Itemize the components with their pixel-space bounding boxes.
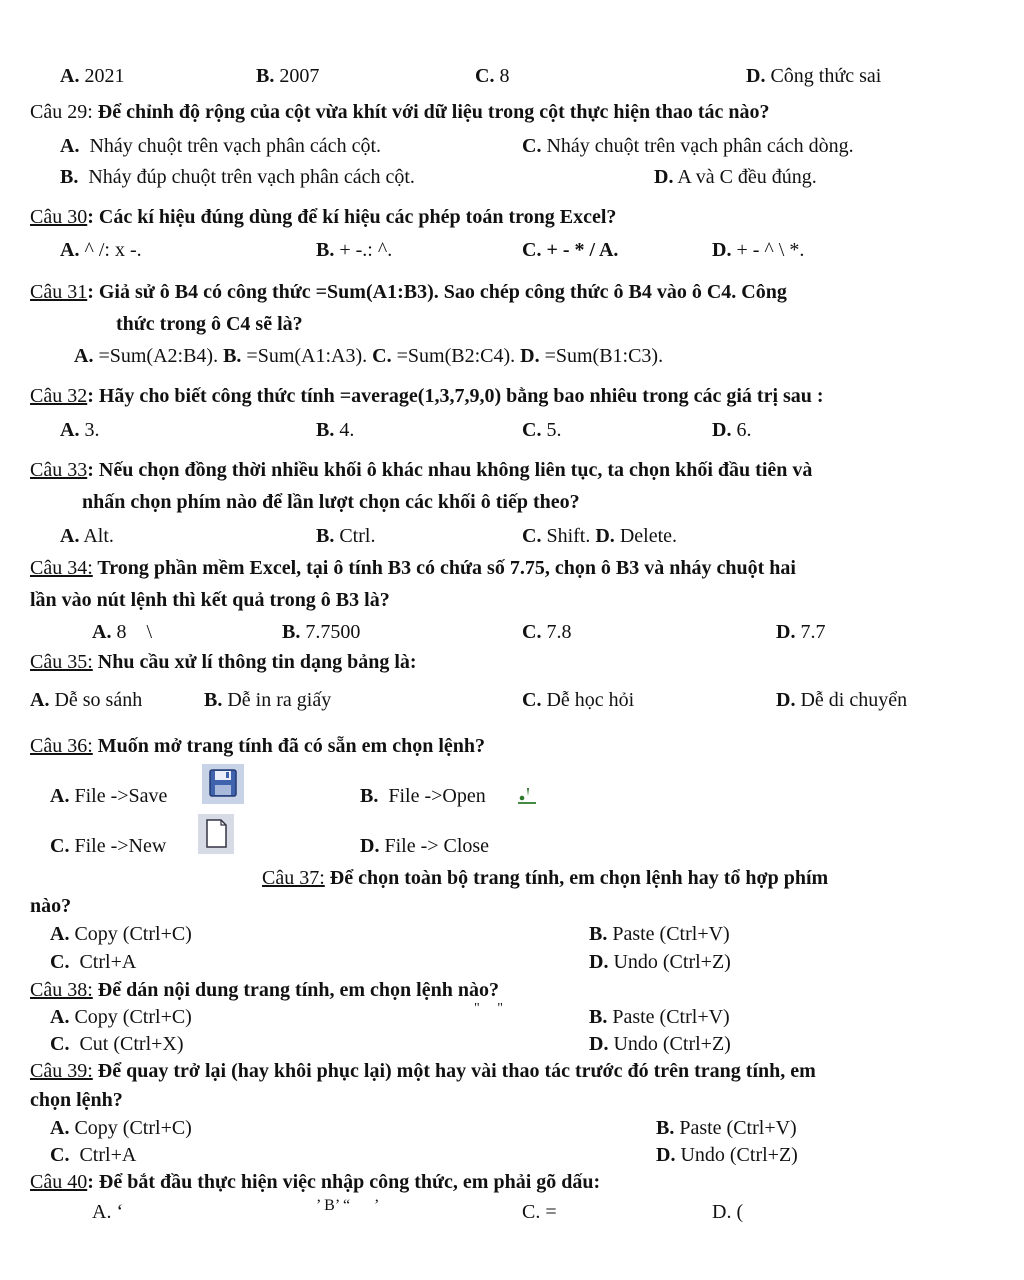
q36-option-c: C. File ->New — [50, 835, 167, 857]
q32-option-b: B. 4. — [316, 419, 355, 441]
q40-option-c: C. = — [522, 1201, 557, 1223]
q35-option-a: A. Dễ so sánh — [30, 689, 143, 711]
q28-option-c: C. 8 — [475, 65, 510, 87]
q36-option-b: B. File ->Open — [360, 785, 486, 807]
q39-question: Câu 39: Để quay trở lại (hay khôi phục lại) một hay vài thao tác trước đó trên trang tính, em — [30, 1060, 816, 1082]
q40-option-a: A. ‘ — [92, 1201, 124, 1223]
q28-option-b: B. 2007 — [256, 65, 320, 87]
q37-question: Câu 37: Để chọn toàn bộ trang tính, em chọn lệnh hay tổ hợp phím — [262, 867, 829, 889]
q40-option-d: D. ( — [712, 1201, 744, 1223]
q34-option-c: C. 7.8 — [522, 621, 572, 643]
q32-question: Câu 32: Hãy cho biết công thức tính =average(1,3,7,9,0) bằng bao nhiêu trong các giá trị sau : — [30, 385, 824, 407]
q37-option-b: B. Paste (Ctrl+V) — [589, 923, 730, 945]
q32-option-a: A. 3. — [60, 419, 100, 441]
q35-question: Câu 35: Nhu cầu xử lí thông tin dạng bảng là: — [30, 651, 417, 673]
q35-option-c: C. Dễ học hỏi — [522, 689, 635, 711]
q33-question: Câu 33: Nếu chọn đồng thời nhiều khối ô khác nhau không liên tục, ta chọn khối đầu tiên và — [30, 459, 813, 481]
q39-option-a: A. Copy (Ctrl+C) — [50, 1117, 192, 1139]
q37-option-c: C. Ctrl+A — [50, 951, 137, 973]
q32-option-d: D. 6. — [712, 419, 752, 441]
q28-option-a: A. 2021 — [60, 65, 125, 87]
q29-option-c: C. Nháy chuột trên vạch phân cách dòng. — [522, 135, 854, 157]
q30-option-b: B. + -.: ^. — [316, 239, 393, 261]
q33-option-cd: C. Shift. D. Delete. — [522, 525, 677, 547]
open-icon — [516, 784, 538, 806]
q28-option-d: D. Công thức sai — [746, 65, 882, 87]
q38-option-d: D. Undo (Ctrl+Z) — [589, 1033, 731, 1055]
q34-question-line2: lần vào nút lệnh thì kết quả trong ô B3 là? — [30, 589, 390, 611]
q29-option-d: D. A và C đều đúng. — [654, 166, 817, 188]
q36-option-d: D. File -> Close — [360, 835, 490, 857]
q31-question: Câu 31: Giả sử ô B4 có công thức =Sum(A1:B3). Sao chép công thức ô B4 vào ô C4. Công — [30, 281, 787, 303]
q39-option-d: D. Undo (Ctrl+Z) — [656, 1144, 798, 1166]
q39-question-line2: chọn lệnh? — [30, 1089, 123, 1111]
q36-option-a: A. File ->Save — [50, 785, 168, 807]
q38-option-b: B. Paste (Ctrl+V) — [589, 1006, 730, 1028]
q35-option-b: B. Dễ in ra giấy — [204, 689, 332, 711]
q34-option-d: D. 7.7 — [776, 621, 826, 643]
q37-option-a: A. Copy (Ctrl+C) — [50, 923, 192, 945]
q34-option-b: B. 7.7500 — [282, 621, 361, 643]
q30-option-a: A. ^ /: x -. — [60, 239, 142, 261]
save-icon — [202, 764, 244, 804]
q30-option-d: D. + - ^ \ *. — [712, 239, 805, 261]
q40-question: Câu 40: Để bắt đầu thực hiện việc nhập công thức, em phải gõ dấu: — [30, 1171, 601, 1193]
q30-option-c: C. + - * / A. — [522, 239, 619, 261]
q29-option-a: A. Nháy chuột trên vạch phân cách cột. — [60, 135, 381, 157]
q33-option-b: B. Ctrl. — [316, 525, 376, 547]
q38-option-a: A. Copy (Ctrl+C) — [50, 1006, 192, 1028]
q38-stray-quotes: " " — [474, 1001, 503, 1016]
q39-option-c: C. Ctrl+A — [50, 1144, 137, 1166]
q31-question-line2: thức trong ô C4 sẽ là? — [116, 313, 303, 335]
q33-question-line2: nhấn chọn phím nào để lần lượt chọn các khối ô tiếp theo? — [82, 491, 580, 513]
q39-option-b: B. Paste (Ctrl+V) — [656, 1117, 797, 1139]
q29-option-b: B. Nháy đúp chuột trên vạch phân cách cột. — [60, 166, 415, 188]
new-file-icon — [198, 814, 234, 854]
q29-question: Câu 29: Để chỉnh độ rộng của cột vừa khít với dữ liệu trong cột thực hiện thao tác nào? — [30, 101, 770, 123]
q36-question: Câu 36: Muốn mở trang tính đã có sẵn em chọn lệnh? — [30, 735, 486, 757]
q33-option-a: A. Alt. — [60, 525, 114, 547]
q34-question: Câu 34: Trong phần mềm Excel, tại ô tính B3 có chứa số 7.75, chọn ô B3 và nháy chuột hai — [30, 557, 796, 579]
q30-question: Câu 30: Các kí hiệu đúng dùng để kí hiệu các phép toán trong Excel? — [30, 206, 617, 228]
q40-option-b: ’ B’ “ ’ — [316, 1197, 380, 1214]
q37-question-line2: nào? — [30, 895, 72, 917]
q31-options: A. =Sum(A2:B4). B. =Sum(A1:A3). C. =Sum(B2:C4). D. =Sum(B1:C3). — [74, 345, 664, 367]
q32-option-c: C. 5. — [522, 419, 562, 441]
q35-option-d: D. Dễ di chuyển — [776, 689, 908, 711]
q38-question: Câu 38: Để dán nội dung trang tính, em chọn lệnh nào? — [30, 979, 499, 1001]
q38-option-c: C. Cut (Ctrl+X) — [50, 1033, 184, 1055]
q34-option-a: A. 8 \ — [92, 621, 153, 643]
q37-option-d: D. Undo (Ctrl+Z) — [589, 951, 731, 973]
